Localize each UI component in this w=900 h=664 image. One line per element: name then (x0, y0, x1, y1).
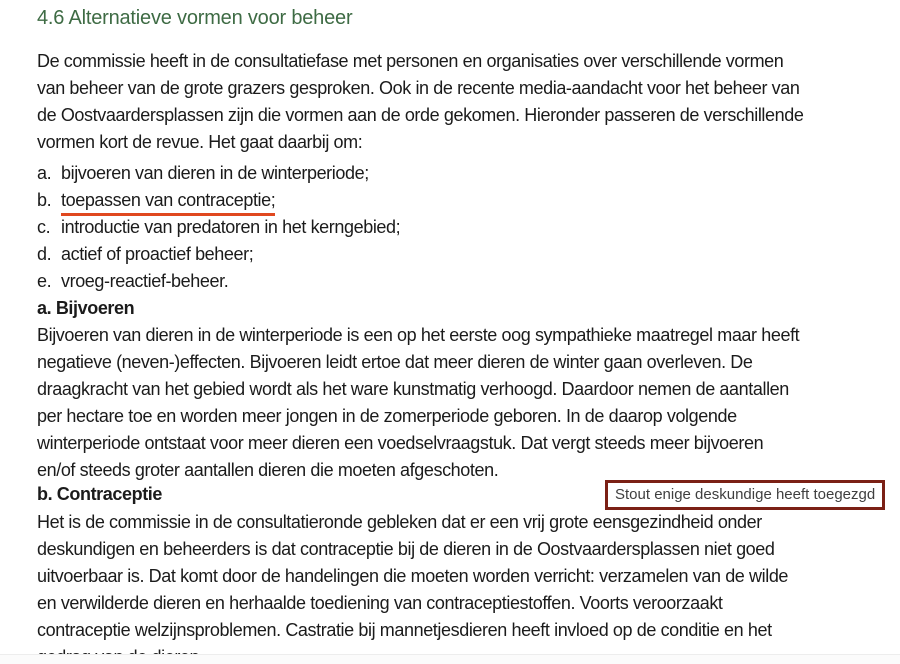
subsection-body-bijvoeren (37, 322, 882, 484)
list-item (37, 214, 882, 241)
paragraph-line: vormen kort de revue. Het gaat daarbij om: (37, 132, 363, 152)
paragraph-line: en/of steeds groter aantallen dieren die moeten afgeschoten. (37, 460, 499, 480)
list-item-label-underline-annotation[interactable]: toepassen van contraceptie; (61, 187, 275, 214)
comment-annotation-box[interactable]: Stout enige deskundige heeft toegezgd (605, 480, 885, 510)
list-item-letter: e. (37, 271, 52, 291)
paragraph-line: uitvoerbaar is. Dat komt door de handelingen die moeten worden verricht: verzamelen van de wilde (37, 566, 789, 586)
list-item-letter: b. (37, 190, 52, 210)
lettered-list (37, 160, 882, 295)
subsection-heading-contraceptie: b. Contraceptie (37, 484, 163, 504)
list-item-letter: a. (37, 163, 52, 183)
paragraph-line: winterperiode ontstaat voor meer dieren een voedselvraagstuk. Dat vergt steeds meer bijvoeren (37, 433, 764, 453)
list-item-letter: c. (37, 217, 51, 237)
paragraph-line: van beheer van de grote grazers gesproken. Ook in de recente media-aandacht voor het beheer van (37, 78, 800, 98)
subsection-heading-bijvoeren: a. Bijvoeren (37, 298, 135, 318)
paragraph-line: De commissie heeft in de consultatiefase met personen en organisaties over verschillende vormen (37, 51, 784, 71)
list-item (37, 187, 882, 214)
list-item (37, 268, 882, 295)
page-bottom-edge (0, 654, 900, 664)
paragraph-line: Bijvoeren van dieren in de winterperiode is een op het eerste oog sympathieke maatregel maar heeft (37, 325, 800, 345)
intro-paragraph (37, 48, 882, 156)
paragraph-line: en verwilderde dieren en herhaalde toediening van contraceptiestoffen. Voorts veroorzaakt (37, 593, 723, 613)
paragraph-line: de Oostvaardersplassen zijn die vormen aan de orde gekomen. Hieronder passeren de verschillende (37, 105, 804, 125)
list-item-letter: d. (37, 244, 52, 264)
section-title: 4.6 Alternatieve vormen voor beheer (37, 7, 353, 29)
list-item-label: introductie van predatoren in het kerngebied; (61, 217, 401, 237)
paragraph-line: negatieve (neven-)effecten. Bijvoeren leidt ertoe dat meer dieren de winter gaan overleven. De (37, 352, 753, 372)
list-item (37, 160, 882, 187)
document-content (37, 5, 882, 664)
paragraph-line: Het is de commissie in de consultatieronde gebleken dat er een vrij grote eensgezindheid onder (37, 512, 762, 532)
list-item-label: bijvoeren van dieren in de winterperiode; (61, 163, 369, 183)
paragraph-line: per hectare toe en worden meer jongen in de zomerperiode geboren. In de daarop volgende (37, 406, 737, 426)
list-item-label: actief of proactief beheer; (61, 244, 254, 264)
paragraph-line: deskundigen en beheerders is dat contraceptie bij de dieren in de Oostvaardersplassen niet goed (37, 539, 775, 559)
list-item (37, 241, 882, 268)
list-item-label: vroeg-reactief-beheer. (61, 271, 229, 291)
paragraph-line: draagkracht van het gebied wordt als het ware kunstmatig verhoogd. Daardoor nemen de aantallen (37, 379, 789, 399)
subsection-body-contraceptie (37, 509, 882, 664)
paragraph-line: contraceptie welzijnsproblemen. Castratie bij mannetjesdieren heeft invloed op de conditie en het (37, 620, 772, 640)
